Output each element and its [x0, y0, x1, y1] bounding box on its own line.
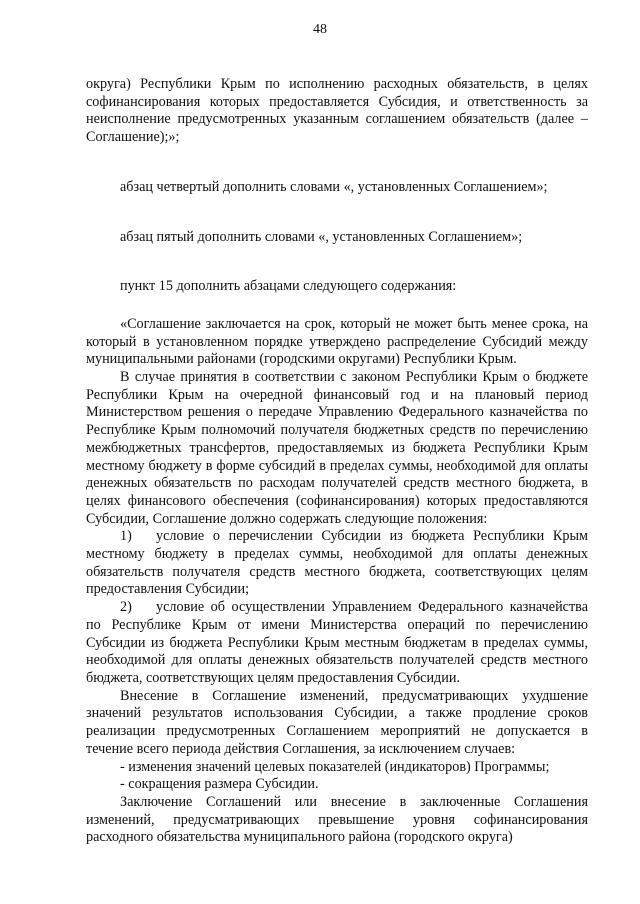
list-number: 2) [120, 599, 132, 616]
paragraph-continuation: округа) Республики Крым по исполнению расходных обязательств, в целях софинансирования которых предоставляется Субсидия, и ответственность за неисполнение предусмотренных указанным соглашением обязательств (далее – Соглашение);»; [86, 76, 588, 146]
paragraph-exception-2: - сокращения размера Субсидии. [120, 776, 319, 793]
paragraph-amend-4: абзац четвертый дополнить словами «, установленных Соглашением»; [120, 178, 548, 195]
list-item-1 [86, 528, 588, 599]
list-item-text: условие о перечислении Субсидии из бюджета Республики Крым местному бюджету в пределах суммы, необходимой для оплаты денежных обязательств получателя средств местного бюджета, соответствующих целям предоставления Субсидии; [86, 528, 588, 598]
list-number: 1) [120, 528, 132, 545]
page-number: 48 [313, 22, 327, 37]
document-body [86, 76, 588, 847]
paragraph-point-15: пункт 15 дополнить абзацами следующего содержания: [120, 278, 457, 295]
list-item-2 [86, 599, 588, 688]
paragraph-changes: Внесение в Соглашение изменений, предусматривающих ухудшение значений результатов использования Субсидии, а также продление сроков реализации предусмотренных Соглашением мероприятий не допускается в течение всего периода действия Соглашения, за исключением случаев: [86, 687, 588, 757]
paragraph-agreement-term: «Соглашение заключается на срок, который не может быть менее срока, на который в установленном порядке утверждено распределение Субсидий между муниципальными районами (городскими округами) Республики Крым. [86, 315, 588, 368]
paragraph-exception-1: - изменения значений целевых показателей (индикаторов) Программы; [120, 758, 550, 775]
list-item-text: условие об осуществлении Управлением Федерального казначейства по Республике Крым от имени Министерства операций по перечислению Субсидии из бюджета Республики Крым местным бюджетам в пределах суммы, необходимой для оплаты денежных обязательств получателей средств местного бюджета, соответствующих целям предоставления Субсидии. [86, 599, 588, 686]
paragraph-treasury-decision: В случае принятия в соответствии с законом Республики Крым о бюджете Республики Крым на очередной финансовый год и на плановый период Министерством решения о передаче Управлению Федерального казначейства по Республике Крым полномочий получателя бюджетных средств по перечислению межбюджетных трансфертов, предоставляемых из бюджета Республики Крым местному бюджету в форме субсидий в пределах суммы, необходимой для оплаты денежных обязательств по расходам получателей средств местного бюджета, в целях финансового обеспечения (софинансирования) которых предоставляются Субсидии, Соглашение должно содержать следующие положения: [86, 369, 588, 527]
paragraph-conclusion: Заключение Соглашений или внесение в заключенные Соглашения изменений, предусматривающих превышение уровня софинансирования расходного обязательства муниципального района (городского округа) [86, 793, 588, 846]
paragraph-amend-5: абзац пятый дополнить словами «, установленных Соглашением»; [120, 228, 523, 245]
